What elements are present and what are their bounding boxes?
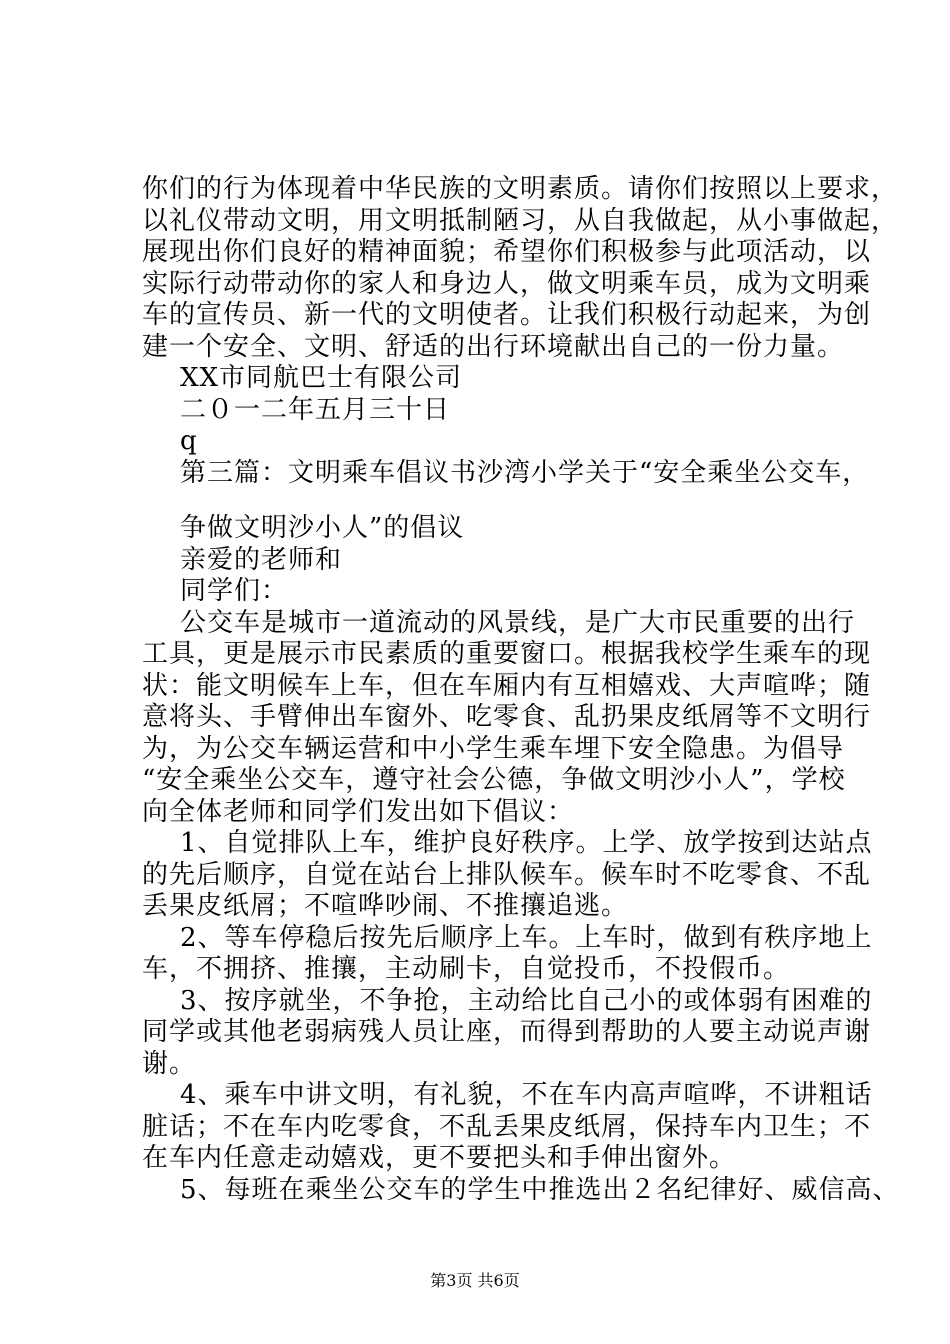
salutation-line-1: 亲爱的老师和 (180, 544, 343, 575)
text-line: 建一个安全、文明、舒适的出行环境献出自己的一份力量。 (142, 331, 845, 362)
signature-company: XX市同航巴士有限公司 (180, 363, 463, 393)
page-number-footer: 第3页 共6页 (430, 1271, 520, 1290)
paragraph-item-4 (142, 1080, 873, 1175)
text-line: 你们的行为体现着中华民族的文明素质。请你们按照以上要求， (142, 174, 899, 204)
text-line: 公交车是城市一道流动的风景线，是广大市民重要的出行 (180, 607, 856, 638)
paragraph-intro (142, 607, 872, 829)
text-line: 在车内任意走动嬉戏，更不要把头和手伸出窗外。 (142, 1143, 737, 1173)
stray-character: q (180, 426, 198, 456)
text-line: 实际行动带动你的家人和身边人，做文明乘车员，成为文明乘 (142, 268, 872, 299)
text-line: 4、乘车中讲文明，有礼貌，不在车内高声喧哗，不讲粗话 (180, 1080, 873, 1110)
text-line: 状：能文明候车上车，但在车厢内有互相嬉戏、大声喧哗；随 (142, 670, 872, 701)
paragraph-item-1 (142, 828, 873, 923)
text-line: 5、每班在乘坐公交车的学生中推选出２名纪律好、威信高、 (180, 1174, 900, 1205)
text-line: 以礼仪带动文明，用文明抵制陋习，从自我做起，从小事做起， (142, 205, 899, 236)
text-line: 工具，更是展示市民素质的重要窗口。根据我校学生乘车的现 (142, 639, 872, 669)
text-line: 1、自觉排队上车，维护良好秩序。上学、放学按到达站点 (180, 828, 873, 858)
text-line: 的先后顺序，自觉在站台上排队候车。候车时不吃零食、不乱 (142, 859, 872, 890)
text-line: 向全体老师和同学们发出如下倡议： (142, 796, 575, 827)
signature-date: 二０一二年五月三十日 (180, 394, 451, 425)
paragraph-item-3 (142, 985, 873, 1081)
text-line: 谢。 (142, 1048, 197, 1079)
text-line: 同学或其他老弱病残人员让座，而得到帮助的人要主动说声谢 (142, 1017, 872, 1047)
text-line: 展现出你们良好的精神面貌；希望你们积极参与此项活动，以 (142, 237, 872, 267)
text-line: “安全乘坐公交车，遵守社会公德，争做文明沙小人”，学校 (142, 765, 846, 795)
text-line: 意将头、手臂伸出车窗外、吃零食、乱扔果皮纸屑等不文明行 (142, 702, 872, 732)
paragraph-item-2 (142, 922, 873, 986)
section-heading-line-1: 第三篇：文明乘车倡议书沙湾小学关于“安全乘坐公交车， (180, 457, 870, 488)
text-line: 脏话；不在车内吃零食，不乱丢果皮纸屑，保持车内卫生；不 (142, 1111, 872, 1142)
text-line: 为，为公交车辆运营和中小学生乘车埋下安全隐患。为倡导 (142, 733, 845, 764)
paragraph-item-5 (142, 1174, 900, 1207)
text-line: 车，不拥挤、推攘，主动刷卡，自觉投币，不投假币。 (142, 954, 791, 984)
section-heading-line-2: 争做文明沙小人”的倡议 (180, 513, 465, 543)
text-line: 丢果皮纸屑；不喧哗吵闹、不推攘追逃。 (142, 891, 629, 921)
salutation-line-2: 同学们： (180, 576, 289, 606)
paragraph-closing-call (142, 174, 899, 363)
text-line: 车的宣传员、新一代的文明使者。让我们积极行动起来，为创 (142, 300, 872, 330)
text-line: 2、等车停稳后按先后顺序上车。上车时，做到有秩序地上 (180, 922, 873, 953)
text-line: 3、按序就坐，不争抢，主动给比自己小的或体弱有困难的 (180, 985, 873, 1016)
document-body (142, 174, 900, 1206)
